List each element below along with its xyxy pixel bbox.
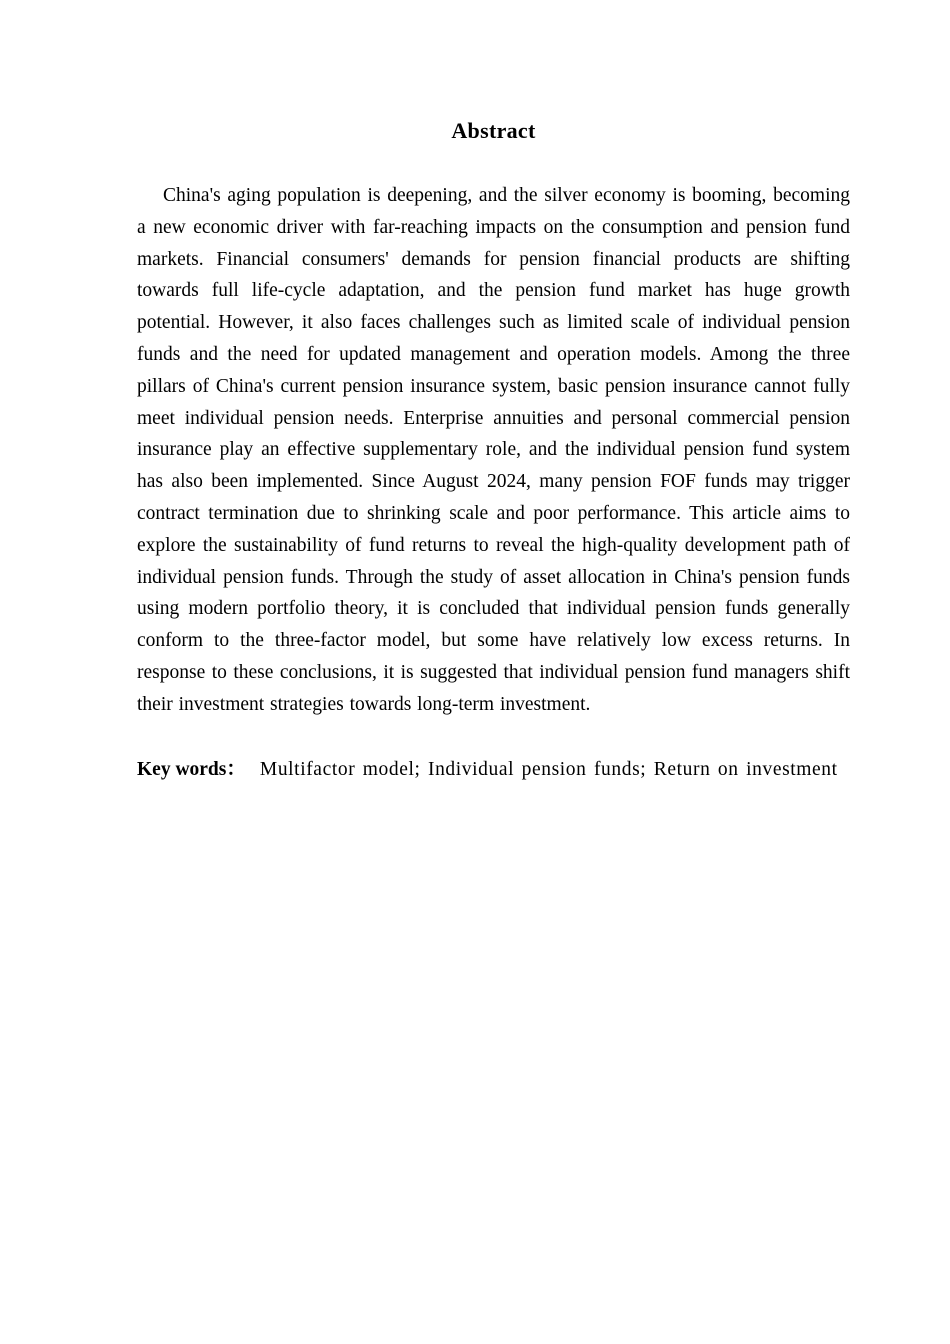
abstract-title: Abstract [451,118,536,143]
keywords-line [137,754,850,786]
keywords-label: Key words： [137,758,246,780]
abstract-paragraph: China's aging population is deepening, and the silver economy is booming, becoming a new economic driver with far-reaching impacts on the consumption and pension fund markets. Financial consumers' demands for pension financial products are shifting towards full life-cycle adaptation, and the pension fund market has huge growth potential. However, it also faces challenges such as limited scale of individual pension funds and the need for updated management and operation models. Among the three pillars of China's current pension insurance system, basic pension insurance cannot fully meet individual pension needs. Enterprise annuities and personal commercial pension insurance play an effective supplementary role, and the individual pension fund system has also been implemented. Since August 2024, many pension FOF funds may trigger contract termination due to shrinking scale and poor performance. This article aims to explore the sustainability of fund returns to reveal the high-quality development path of individual pension funds. Through the study of asset allocation in China's pension funds using modern portfolio theory, it is concluded that individual pension funds generally conform to the three-factor model, but some have relatively low excess returns. In response to these conclusions, it is suggested that individual pension fund managers shift their investment strategies towards long-term investment. [137,185,850,715]
keywords-text: Multifactor model; Individual pension funds; Return on investment [259,758,838,780]
